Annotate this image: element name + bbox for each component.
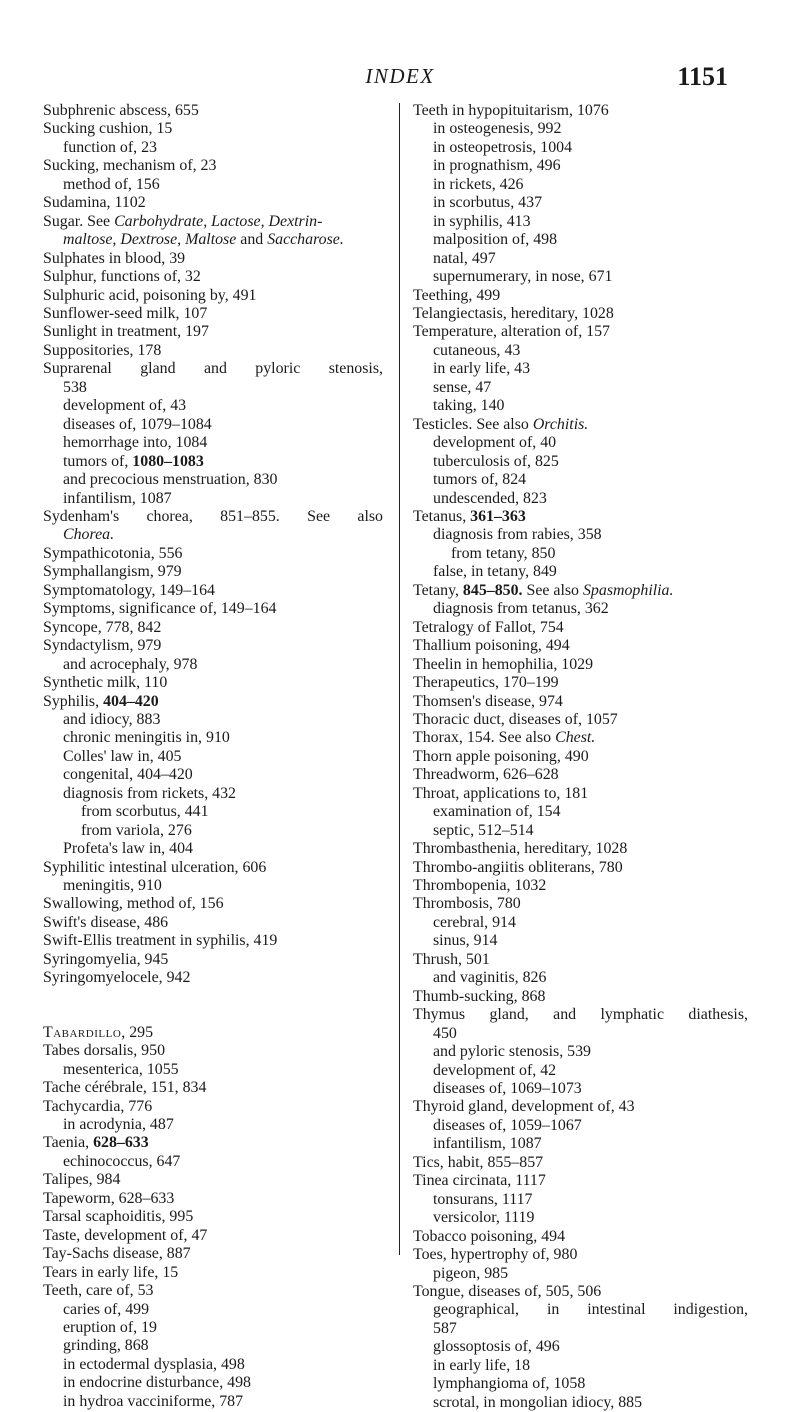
index-entry: Talipes, 984 <box>43 1171 121 1189</box>
index-entry: Thoracic duct, diseases of, 1057 <box>413 710 618 728</box>
index-entry: Syncope, 778, 842 <box>43 618 162 636</box>
index-entry: Thrombosis, 780 <box>413 895 521 913</box>
page-ref-bold: 1080–1083 <box>132 452 204 470</box>
page-ref-bold: 845–850. <box>462 581 523 599</box>
index-subentry: in early life, 18 <box>433 1356 531 1374</box>
index-entry: Teeth in hypopituitarism, 1076 <box>413 102 609 119</box>
index-subentry: natal, 497 <box>433 249 496 267</box>
index-entry: Thorn apple poisoning, 490 <box>413 747 589 765</box>
index-entry-continuation: 538 <box>63 378 87 396</box>
section-gap <box>43 1006 383 1024</box>
index-entry: Taste, development of, 47 <box>43 1226 208 1244</box>
index-subentry: from tetany, 850 <box>451 544 556 562</box>
index-subentry: sense, 47 <box>433 378 492 396</box>
index-subentry: Profeta's law in, 404 <box>63 840 193 858</box>
entry-text: Tetany, <box>413 581 463 599</box>
index-entry: Tachycardia, 776 <box>43 1097 153 1115</box>
index-entry: Tache cérébrale, 151, 834 <box>43 1079 207 1097</box>
index-subentry: lymphangioma of, 1058 <box>433 1375 586 1393</box>
index-subentry: in endocrine disturbance, 498 <box>63 1374 251 1392</box>
index-entry: Syringomyelia, 945 <box>43 950 169 968</box>
index-subentry: diagnosis from rabies, 358 <box>433 526 602 544</box>
page-number: 1151 <box>677 62 728 91</box>
index-entry: Thomsen's disease, 974 <box>413 692 563 710</box>
index-entry: Tay-Sachs disease, 887 <box>43 1245 191 1263</box>
index-subentry: examination of, 154 <box>433 803 561 821</box>
entry-text: tumors of, <box>63 452 133 470</box>
index-subentry: mesenterica, 1055 <box>63 1060 179 1078</box>
index-subentry: caries of, 499 <box>63 1300 150 1318</box>
index-entry-continuation: 450 <box>433 1024 457 1042</box>
index-subentry: in scorbutus, 437 <box>433 194 543 212</box>
index-entry: Thumb-sucking, 868 <box>413 987 546 1005</box>
index-subentry: pigeon, 985 <box>433 1264 509 1282</box>
index-subentry: diseases of, 1079–1084 <box>63 415 212 433</box>
index-subentry: diseases of, 1059–1067 <box>433 1116 582 1134</box>
index-entry: Theelin in hemophilia, 1029 <box>413 655 594 673</box>
index-subentry: in syphilis, 413 <box>433 212 531 230</box>
index-subentry: development of, 40 <box>433 434 557 452</box>
index-entry: Tabes dorsalis, 950 <box>43 1042 166 1060</box>
index-entry: Tapeworm, 628–633 <box>43 1189 175 1207</box>
index-subentry: from variola, 276 <box>81 821 192 839</box>
cross-reference: Orchitis. <box>532 415 589 433</box>
entry-text: and <box>236 231 268 249</box>
index-entry: Thrombopenia, 1032 <box>413 877 547 895</box>
index-subentry: cerebral, 914 <box>433 913 516 931</box>
index-column-right <box>413 102 748 1412</box>
index-entry: Thallium poisoning, 494 <box>413 637 570 655</box>
page-ref-bold: 628–633 <box>93 1134 149 1152</box>
index-subentry: development of, 43 <box>63 397 187 415</box>
column-divider <box>399 103 400 1255</box>
index-entry: Syndactylism, 979 <box>43 637 162 655</box>
index-entry: Sudamina, 1102 <box>43 194 146 212</box>
index-entry <box>43 213 383 231</box>
index-subentry: meningitis, 910 <box>63 877 162 895</box>
index-entry: Sulphur, functions of, 32 <box>43 268 201 286</box>
index-subentry: versicolor, 1119 <box>433 1209 535 1227</box>
index-entry: Tinea circinata, 1117 <box>413 1172 546 1190</box>
index-subentry: taking, 140 <box>433 397 505 415</box>
index-entry: Syphilitic intestinal ulceration, 606 <box>43 858 267 876</box>
index-entry: Sulphuric acid, poisoning by, 491 <box>43 286 257 304</box>
index-subentry: development of, 42 <box>433 1061 557 1079</box>
index-subentry: and pyloric stenosis, 539 <box>433 1043 592 1061</box>
index-entry: Symptomatology, 149–164 <box>43 581 216 599</box>
index-entry: Threadworm, 626–628 <box>413 766 559 784</box>
index-subentry: in prognathism, 496 <box>433 157 561 175</box>
index-subentry: glossoptosis of, 496 <box>433 1338 560 1356</box>
entry-text: , 295 <box>121 1023 154 1041</box>
index-entry: Teething, 499 <box>413 286 501 304</box>
entry-text: Syphilis, <box>43 692 104 710</box>
index-entry: Thyroid gland, development of, 43 <box>413 1098 635 1116</box>
index-entry: Swift-Ellis treatment in syphilis, 419 <box>43 932 278 950</box>
index-entry: Symptoms, significance of, 149–164 <box>43 600 277 618</box>
index-entry: Sunlight in treatment, 197 <box>43 323 209 341</box>
index-subentry: function of, 23 <box>63 138 158 156</box>
cross-reference: maltose, Dextrose, Maltose <box>63 231 237 249</box>
index-subentry: tuberculosis of, 825 <box>433 452 559 470</box>
index-entry: Teeth, care of, 53 <box>43 1282 154 1300</box>
index-subentry: diseases of, 1069–1073 <box>433 1080 582 1098</box>
index-subentry: and vaginitis, 826 <box>433 969 547 987</box>
index-entry <box>413 729 748 747</box>
entry-text: Thorax, 154. See also <box>413 729 556 747</box>
index-subentry: sinus, 914 <box>433 932 498 950</box>
index-subentry: diagnosis from tetanus, 362 <box>433 600 609 618</box>
index-entry: Tetralogy of Fallot, 754 <box>413 618 564 636</box>
index-subentry: false, in tetany, 849 <box>433 563 557 581</box>
index-entry: Suppositories, 178 <box>43 341 162 359</box>
index-subentry: chronic meningitis in, 910 <box>63 729 230 747</box>
index-entry: Thymus gland, and lymphatic diathesis, <box>413 1006 748 1024</box>
index-subentry: in rickets, 426 <box>433 175 524 193</box>
entry-text: See also <box>522 581 583 599</box>
index-entry: Sunflower-seed milk, 107 <box>43 304 208 322</box>
index-subentry: congenital, 404–420 <box>63 766 193 784</box>
index-subentry: method of, 156 <box>63 175 160 193</box>
index-entry: Tobacco poisoning, 494 <box>413 1227 566 1245</box>
index-entry: Thrombo-angiitis obliterans, 780 <box>413 858 623 876</box>
index-entry: Sydenham's chorea, 851–855. See also <box>43 507 383 525</box>
index-entry <box>413 582 748 600</box>
index-entry: Temperature, alteration of, 157 <box>413 323 610 341</box>
index-entry: Subphrenic abscess, 655 <box>43 102 199 119</box>
index-subentry: septic, 512–514 <box>433 821 534 839</box>
index-entry: Swift's disease, 486 <box>43 913 169 931</box>
index-subentry: in hydroa vacciniforme, 787 <box>63 1392 244 1410</box>
index-entry <box>413 508 748 526</box>
index-entry: Sucking, mechanism of, 23 <box>43 157 217 175</box>
entry-text: Testicles. See also <box>413 415 533 433</box>
index-subentry-continuation: 587 <box>433 1319 457 1337</box>
index-entry: Thrombasthenia, hereditary, 1028 <box>413 840 628 858</box>
entry-text: Taenia, <box>43 1134 94 1152</box>
index-subentry: echinococcus, 647 <box>63 1152 181 1170</box>
index-entry: Swallowing, method of, 156 <box>43 895 224 913</box>
index-entry: Tongue, diseases of, 505, 506 <box>413 1283 602 1300</box>
index-entry: Symphallangism, 979 <box>43 563 182 581</box>
index-subentry: from scorbutus, 441 <box>81 803 209 821</box>
index-subentry: tonsurans, 1117 <box>433 1190 533 1208</box>
index-subentry <box>43 453 383 471</box>
cross-reference: Chorea. <box>63 526 115 544</box>
index-subentry: cutaneous, 43 <box>433 341 521 359</box>
index-entry: Sulphates in blood, 39 <box>43 249 186 267</box>
page-ref-bold: 361–363 <box>470 507 526 525</box>
index-entry: Tears in early life, 15 <box>43 1263 179 1281</box>
index-entry <box>43 1134 383 1152</box>
index-subentry: in osteogenesis, 992 <box>433 120 562 138</box>
entry-text: Sugar. See <box>43 212 115 230</box>
section-gap <box>43 988 383 1006</box>
index-entry: Sucking cushion, 15 <box>43 120 173 138</box>
cross-reference: Carbohydrate, Lactose, Dextrin- <box>114 212 323 230</box>
index-subentry: in osteopetrosis, 1004 <box>433 138 573 156</box>
index-entry: Tarsal scaphoiditis, 995 <box>43 1208 194 1226</box>
index-subentry: in early life, 43 <box>433 360 531 378</box>
index-subentry: and precocious menstruation, 830 <box>63 471 278 489</box>
index-entry: Telangiectasis, hereditary, 1028 <box>413 304 614 322</box>
index-entry: Synthetic milk, 110 <box>43 674 168 692</box>
running-title: INDEX <box>365 64 435 88</box>
index-subentry: eruption of, 19 <box>63 1319 158 1336</box>
index-entry: Tics, habit, 855–857 <box>413 1153 544 1171</box>
index-entry: Thrush, 501 <box>413 950 490 968</box>
cross-reference: Spasmophilia. <box>582 581 674 599</box>
index-entry: Sympathicotonia, 556 <box>43 544 183 562</box>
page-ref-bold: 404–420 <box>103 692 159 710</box>
entry-text: Tetanus, <box>413 507 471 525</box>
index-entry <box>43 693 383 711</box>
entry-heading-smallcaps: Tabardillo <box>43 1023 122 1041</box>
index-subentry: supernumerary, in nose, 671 <box>433 268 613 286</box>
index-subentry: in ectodermal dysplasia, 498 <box>63 1355 245 1373</box>
index-subentry: infantilism, 1087 <box>433 1135 542 1153</box>
index-entry: Syringomyelocele, 942 <box>43 969 191 987</box>
index-subentry: hemorrhage into, 1084 <box>63 434 208 452</box>
index-entry: Suprarenal gland and pyloric stenosis, <box>43 360 383 378</box>
index-subentry: and acrocephaly, 978 <box>63 655 198 673</box>
index-entry: Throat, applications to, 181 <box>413 784 589 802</box>
index-subentry: scrotal, in mongolian idiocy, 885 <box>433 1393 643 1411</box>
cross-reference: Saccharose. <box>267 231 344 249</box>
page-header <box>0 0 800 100</box>
index-entry: Toes, hypertrophy of, 980 <box>413 1246 578 1264</box>
index-entry-continuation <box>43 526 383 544</box>
index-column-left <box>43 102 383 1411</box>
index-entry <box>413 416 748 434</box>
index-entry: Therapeutics, 170–199 <box>413 674 559 692</box>
index-entry <box>43 1024 383 1042</box>
index-entry-continuation <box>43 231 383 249</box>
index-subentry: undescended, 823 <box>433 489 547 507</box>
cross-reference: Chest. <box>555 729 596 747</box>
index-subentry: tumors of, 824 <box>433 471 527 489</box>
index-subentry: grinding, 868 <box>63 1337 149 1355</box>
index-subentry: in acrodynia, 487 <box>63 1116 174 1134</box>
index-subentry: diagnosis from rickets, 432 <box>63 784 237 802</box>
index-subentry: infantilism, 1087 <box>63 489 172 507</box>
index-subentry: and idiocy, 883 <box>63 710 161 728</box>
index-subentry: Colles' law in, 405 <box>63 747 182 765</box>
index-subentry: geographical, in intestinal indigestion, <box>433 1301 748 1319</box>
index-subentry: malposition of, 498 <box>433 231 558 249</box>
